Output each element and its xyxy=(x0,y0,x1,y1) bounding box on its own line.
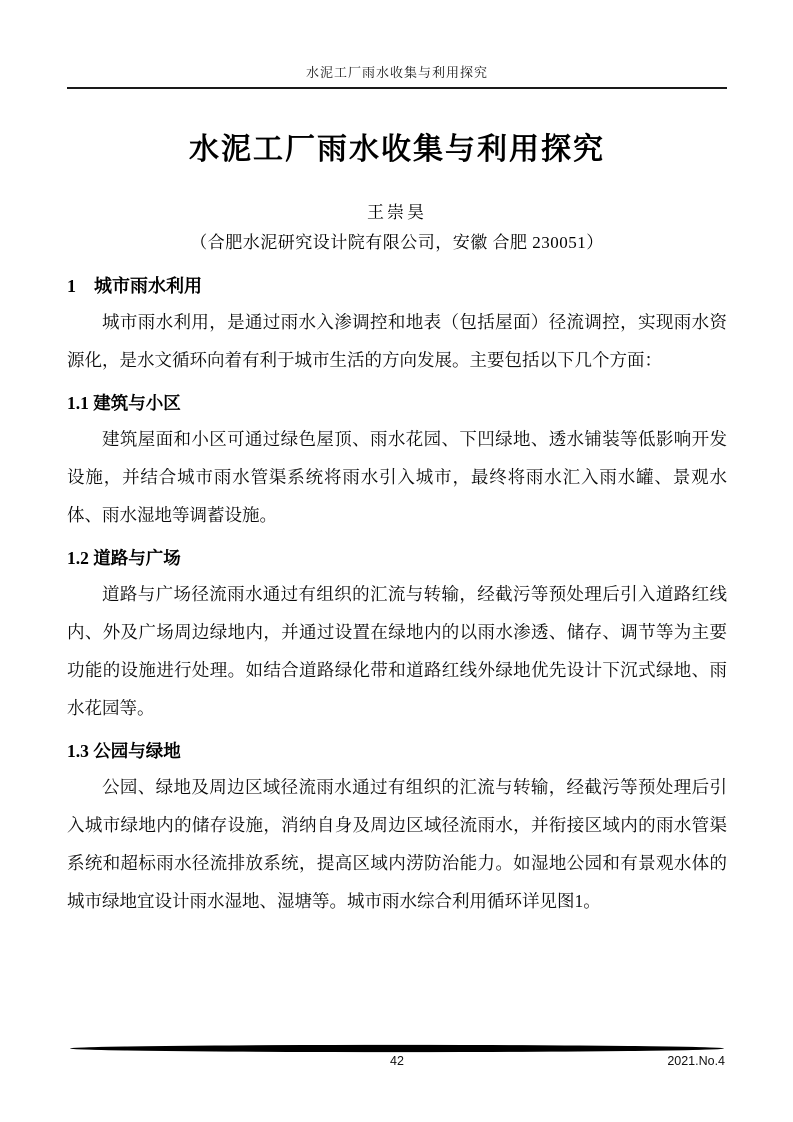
running-header-title: 水泥工厂雨水收集与利用探究 xyxy=(305,65,488,80)
section-paragraph: 公园、绿地及周边区域径流雨水通过有组织的汇流与转输，经截污等预处理后引入城市绿地内的储存设施，消纳自身及周边区域径流雨水，并衔接区域内的雨水管渠系统和超标雨水径流排放系统，提高区域内涝防治能力。如湿地公园和有景观水体的城市绿地宜设计雨水湿地、湿塘等。城市雨水综合利用循环详见图1。 xyxy=(67,777,727,911)
section-paragraph: 城市雨水利用，是通过雨水入渗调控和地表（包括屋面）径流调控，实现雨水资源化，是水文循环向着有利于城市生活的方向发展。主要包括以下几个方面： xyxy=(67,312,727,370)
section-roads-squares xyxy=(67,546,727,727)
section-city-rainwater xyxy=(67,274,727,379)
issue-label: 2021.No.4 xyxy=(667,1054,725,1068)
section-heading: 1.3 公园与绿地 xyxy=(67,741,181,761)
author-affiliation: （合肥水泥研究设计院有限公司，安徽 合肥 230051） xyxy=(190,233,604,252)
page-number: 42 xyxy=(390,1054,404,1068)
section-parks-greenspace xyxy=(67,739,727,920)
header-rule xyxy=(67,87,727,89)
section-heading: 1.2 道路与广场 xyxy=(67,548,181,568)
footer-rule-ornament xyxy=(67,1044,727,1053)
page-footer xyxy=(67,1044,727,1072)
footer-row xyxy=(67,1054,727,1072)
article-title: 水泥工厂雨水收集与利用探究 xyxy=(189,133,605,166)
section-paragraph: 道路与广场径流雨水通过有组织的汇流与转输，经截污等预处理后引入道路红线内、外及广场周边绿地内，并通过设置在绿地内的以雨水渗透、储存、调节等为主要功能的设施进行处理。如结合道路绿化带和道路红线外绿地优先设计下沉式绿地、雨水花园等。 xyxy=(67,584,727,718)
section-buildings-communities xyxy=(67,391,727,534)
section-heading: 1 城市雨水利用 xyxy=(67,276,202,296)
author-name: 王崇昊 xyxy=(367,203,427,222)
section-paragraph: 建筑屋面和小区可通过绿色屋顶、雨水花园、下凹绿地、透水铺装等低影响开发设施，并结合城市雨水管渠系统将雨水引入城市，最终将雨水汇入雨水罐、景观水体、雨水湿地等调蓄设施。 xyxy=(67,429,727,525)
section-heading: 1.1 建筑与小区 xyxy=(67,393,181,413)
